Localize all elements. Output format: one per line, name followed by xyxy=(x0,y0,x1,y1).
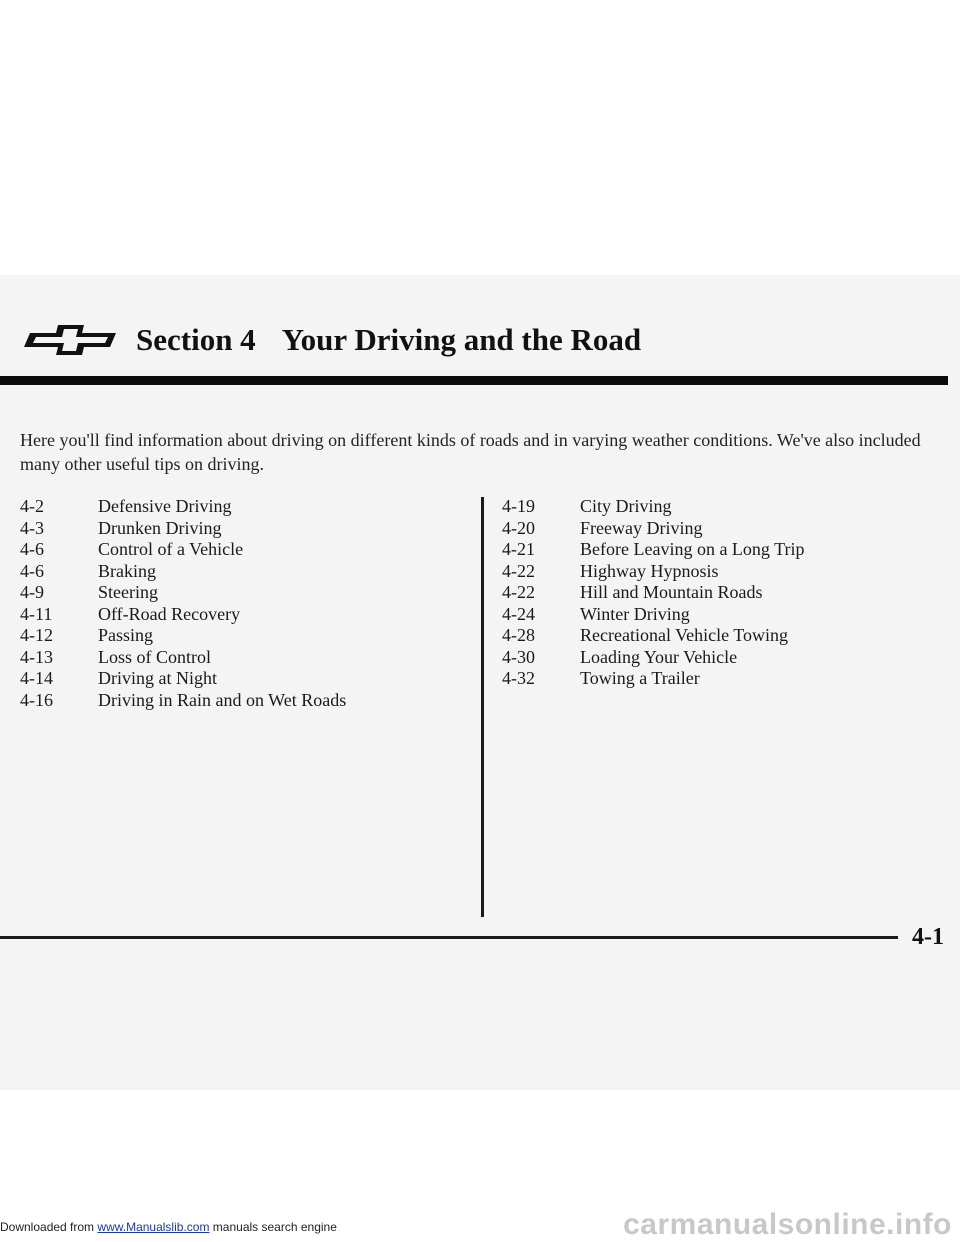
toc-entry xyxy=(20,561,346,583)
chevrolet-bowtie-icon xyxy=(20,323,120,357)
toc-page-number: 4-32 xyxy=(502,668,535,688)
toc-entry xyxy=(20,668,346,690)
toc-title: Driving at Night xyxy=(98,668,217,688)
manualslib-link[interactable]: www.Manualslib.com xyxy=(97,1220,210,1234)
footer-prefix: Downloaded from xyxy=(0,1220,95,1234)
toc-page-number: 4-30 xyxy=(502,646,535,667)
toc-title: Highway Hypnosis xyxy=(580,560,719,581)
footer-rule xyxy=(0,936,898,939)
page-number: 4-1 xyxy=(912,924,944,950)
toc-entry xyxy=(20,690,346,712)
toc-entry xyxy=(502,582,804,604)
toc-title: Control of a Vehicle xyxy=(98,539,244,559)
toc-entry xyxy=(20,496,346,518)
toc-entry xyxy=(20,647,346,669)
toc-title: Defensive Driving xyxy=(98,496,232,516)
toc-page-number: 4-2 xyxy=(20,496,44,516)
toc-entry xyxy=(502,647,804,669)
watermark: carmanualsonline.info xyxy=(623,1208,952,1241)
toc-title: Freeway Driving xyxy=(580,517,703,538)
toc-page-number: 4-6 xyxy=(20,539,44,559)
toc-entry xyxy=(502,539,804,561)
column-divider xyxy=(481,497,484,917)
toc-page-number: 4-20 xyxy=(502,517,535,538)
toc-page-number: 4-9 xyxy=(20,582,44,602)
toc-entry xyxy=(502,561,804,583)
toc-page-number: 4-13 xyxy=(20,646,53,667)
toc-title: City Driving xyxy=(580,496,672,516)
toc-title: Recreational Vehicle Towing xyxy=(580,625,789,645)
toc-title: Hill and Mountain Roads xyxy=(580,582,763,602)
toc-entry xyxy=(20,582,346,604)
toc-title: Towing a Trailer xyxy=(580,668,700,688)
toc-right-column xyxy=(502,496,804,690)
toc-entry xyxy=(502,604,804,626)
section-header xyxy=(20,318,641,362)
toc-entry xyxy=(502,496,804,518)
toc-page-number: 4-28 xyxy=(502,625,535,645)
intro-paragraph: Here you'll find information about driving on different kinds of roads and in varying weather conditions. We've also included many other useful tips on driving. xyxy=(20,430,921,474)
toc-entry xyxy=(20,625,346,647)
toc-entry xyxy=(20,539,346,561)
toc-title: Loading Your Vehicle xyxy=(580,646,738,667)
toc-title: Before Leaving on a Long Trip xyxy=(580,539,805,559)
toc-entry xyxy=(20,604,346,626)
toc-page-number: 4-21 xyxy=(502,539,535,559)
toc-title: Loss of Control xyxy=(98,646,212,667)
toc-title: Drunken Driving xyxy=(98,517,222,538)
toc-title: Braking xyxy=(98,560,156,581)
toc-page-number: 4-24 xyxy=(502,603,535,624)
toc-page-number: 4-22 xyxy=(502,560,535,581)
toc-page-number: 4-6 xyxy=(20,560,44,581)
toc-page-number: 4-12 xyxy=(20,625,53,645)
toc-page-number: 4-22 xyxy=(502,582,535,602)
toc-title: Driving in Rain and on Wet Roads xyxy=(98,689,347,710)
toc-entry xyxy=(502,668,804,690)
footer-suffix: manuals search engine xyxy=(212,1220,337,1234)
toc-entry xyxy=(502,625,804,647)
toc-page-number: 4-19 xyxy=(502,496,535,516)
toc-page-number: 4-3 xyxy=(20,517,44,538)
toc-title: Winter Driving xyxy=(580,603,690,624)
toc-entry xyxy=(502,518,804,540)
download-footer xyxy=(0,1220,337,1234)
toc-title: Steering xyxy=(98,582,158,602)
section-label: Section 4 xyxy=(136,322,256,357)
page-title: Your Driving and the Road xyxy=(281,322,642,357)
toc-page-number: 4-16 xyxy=(20,689,53,710)
toc-page-number: 4-11 xyxy=(20,603,53,624)
toc-entry xyxy=(20,518,346,540)
toc-left-column xyxy=(20,496,346,711)
toc-title: Off-Road Recovery xyxy=(98,603,241,624)
toc-page-number: 4-14 xyxy=(20,668,53,688)
header-rule xyxy=(0,376,948,385)
toc-title: Passing xyxy=(98,625,154,645)
